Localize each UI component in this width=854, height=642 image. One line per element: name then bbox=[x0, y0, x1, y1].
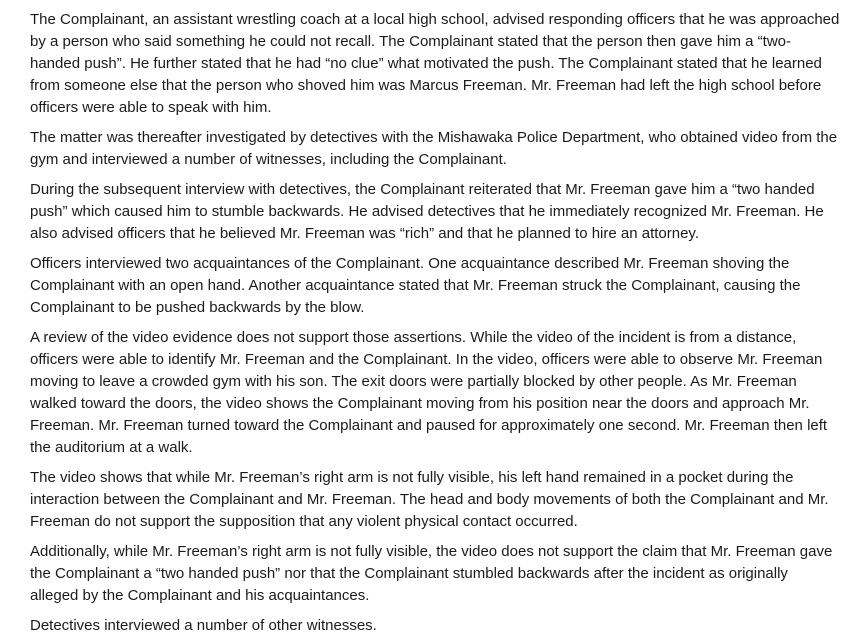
paragraph-subsequent-interview: During the subsequent interview with detectives, the Complainant reiterated that Mr. Freeman gave him a “two handed push” which caused him to stumble backwards. He advised detectives that he immediately recognized Mr. Freeman. He also advised officers that he believed Mr. Freeman was “rich” and that he planned to hire an attorney. bbox=[30, 181, 824, 242]
paragraph-investigation: The matter was thereafter investigated by detectives with the Mishawaka Police Department, who obtained video from the gym and interviewed a number of witnesses, including the Complainant. bbox=[30, 129, 838, 168]
paragraph-other-witnesses: Detectives interviewed a number of other witnesses. bbox=[30, 617, 377, 634]
paragraph-initial-complaint: The Complainant, an assistant wrestling coach at a local high school, advised responding officers that he was approached by a person who said something he could not recall. The Complainant stated that the person then gave him a “two-handed push”. He further stated that he had “no clue” what motivated the push. The Complainant stated that he learned from someone else that the person who shoved him was Marcus Freeman. Mr. Freeman had left the high school before officers were able to speak with him. bbox=[30, 11, 840, 116]
paragraph-additional-findings: Additionally, while Mr. Freeman’s right arm is not fully visible, the video does not support the claim that Mr. Freeman gave the Complainant a “two handed push” nor that the Complainant stumbled backwards after the incident as originally alleged by the Complainant and his acquaintances. bbox=[30, 543, 833, 604]
paragraph-acquaintances: Officers interviewed two acquaintances of the Complainant. One acquaintance described Mr. Freeman shoving the Complainant with an open hand. Another acquaintance stated that Mr. Freeman struck the Complainant, causing the Complainant to be pushed backwards by the blow. bbox=[30, 255, 801, 316]
paragraph-video-review: A review of the video evidence does not support those assertions. While the video of the incident is from a distance, officers were able to identify Mr. Freeman and the Complainant. In the video, officers were able to observe Mr. Freeman moving to leave a crowded gym with his son. The exit doors were partially blocked by other people. As Mr. Freeman walked toward the doors, the video shows the Complainant moving from his position near the doors and approach Mr. Freeman. Mr. Freeman turned toward the Complainant and paused for approximately one second. Mr. Freeman then left the auditorium at a walk. bbox=[30, 329, 828, 456]
paragraph-video-movements: The video shows that while Mr. Freeman’s right arm is not fully visible, his left hand remained in a pocket during the interaction between the Complainant and Mr. Freeman. The head and body movements of both the Complainant and Mr. Freeman do not support the supposition that any violent physical contact occurred. bbox=[30, 469, 829, 530]
